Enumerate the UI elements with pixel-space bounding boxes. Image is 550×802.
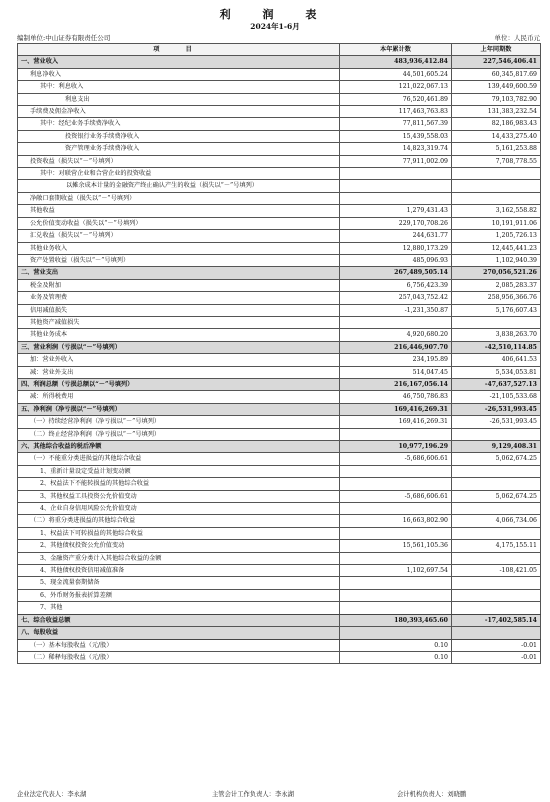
table-row bbox=[18, 602, 541, 614]
row-label: 2、其他债权投资公允价值变动 bbox=[18, 540, 340, 552]
row-current-value bbox=[340, 478, 452, 490]
column-header-item: 项 目 bbox=[18, 44, 340, 56]
row-prior-value: 60,345,817.69 bbox=[452, 68, 541, 80]
row-label: 投资收益（损失以“－”号填列） bbox=[18, 155, 340, 167]
table-row bbox=[18, 329, 541, 341]
table-row bbox=[18, 217, 541, 229]
row-label: 业务及管理费 bbox=[18, 292, 340, 304]
row-current-value: -1,231,350.87 bbox=[340, 304, 452, 316]
row-current-value: 169,416,269.31 bbox=[340, 403, 452, 415]
row-label: 其中：利息收入 bbox=[18, 81, 340, 93]
row-prior-value: -26,531,993.45 bbox=[452, 416, 541, 428]
row-label: 三、营业利润（亏损以“－”号填列） bbox=[18, 341, 340, 353]
row-prior-value: 4,066,734.06 bbox=[452, 515, 541, 527]
row-prior-value: -47,637,527.13 bbox=[452, 378, 541, 390]
table-row bbox=[18, 378, 541, 390]
row-prior-value: -26,531,993.45 bbox=[452, 403, 541, 415]
table-row bbox=[18, 478, 541, 490]
row-prior-value: 7,708,778.55 bbox=[452, 155, 541, 167]
row-prior-value: 258,956,366.76 bbox=[452, 292, 541, 304]
row-prior-value: 5,062,674.25 bbox=[452, 453, 541, 465]
row-prior-value: 3,838,263.70 bbox=[452, 329, 541, 341]
row-label: 3、金融资产重分类计入其他综合收益的金额 bbox=[18, 552, 340, 564]
statement-period: 2024年1-6月 bbox=[250, 22, 300, 31]
row-current-value bbox=[340, 577, 452, 589]
row-current-value: 0.10 bbox=[340, 651, 452, 663]
table-row bbox=[18, 651, 541, 663]
row-label: 信用减值损失 bbox=[18, 304, 340, 316]
row-current-value: 121,022,067.13 bbox=[340, 81, 452, 93]
row-label: 其中：经纪业务手续费净收入 bbox=[18, 118, 340, 130]
row-prior-value: -42,510,114.85 bbox=[452, 341, 541, 353]
row-label: 7、其他 bbox=[18, 602, 340, 614]
table-row bbox=[18, 180, 541, 192]
row-prior-value bbox=[452, 192, 541, 204]
row-current-value: 180,393,465.60 bbox=[340, 614, 452, 626]
table-row bbox=[18, 118, 541, 130]
table-row bbox=[18, 441, 541, 453]
row-prior-value: 227,546,406.41 bbox=[452, 56, 541, 68]
row-label: 投资银行业务手续费净收入 bbox=[18, 130, 340, 142]
row-label: （二）终止经营净利润（净亏损以“－”号填列） bbox=[18, 428, 340, 440]
row-prior-value: 5,176,607.43 bbox=[452, 304, 541, 316]
row-current-value: 117,463,763.83 bbox=[340, 106, 452, 118]
row-prior-value: -108,421.05 bbox=[452, 565, 541, 577]
row-current-value bbox=[340, 168, 452, 180]
table-row bbox=[18, 391, 541, 403]
table-row bbox=[18, 155, 541, 167]
table-row bbox=[18, 93, 541, 105]
row-label: 其他资产减值损失 bbox=[18, 316, 340, 328]
table-header-row bbox=[18, 44, 541, 56]
row-prior-value bbox=[452, 180, 541, 192]
row-prior-value: 4,175,155.11 bbox=[452, 540, 541, 552]
row-prior-value bbox=[452, 465, 541, 477]
row-label: 其中：对联营企业和合营企业的投资收益 bbox=[18, 168, 340, 180]
column-header-prior: 上年同期数 bbox=[452, 44, 541, 56]
table-row bbox=[18, 453, 541, 465]
row-current-value: 229,170,708.26 bbox=[340, 217, 452, 229]
company-name: 编制单位:中山证券有限责任公司 bbox=[17, 34, 111, 42]
row-prior-value bbox=[452, 428, 541, 440]
row-prior-value: 14,433,275.40 bbox=[452, 130, 541, 142]
table-row bbox=[18, 68, 541, 80]
table-row bbox=[18, 143, 541, 155]
table-row bbox=[18, 614, 541, 626]
table-row bbox=[18, 205, 541, 217]
table-row bbox=[18, 627, 541, 639]
row-label: 资产管理业务手续费净收入 bbox=[18, 143, 340, 155]
accounting-dept-head: 会计机构负责人：刘晓鹏 bbox=[397, 791, 467, 798]
row-label: 其他业务收入 bbox=[18, 242, 340, 254]
table-row bbox=[18, 577, 541, 589]
row-prior-value: 406,641.53 bbox=[452, 354, 541, 366]
table-row bbox=[18, 589, 541, 601]
row-label: 资产处置收益（损失以“－”号填列） bbox=[18, 254, 340, 266]
row-label: 减：营业外支出 bbox=[18, 366, 340, 378]
row-label: 4、其他债权投资信用减值准备 bbox=[18, 565, 340, 577]
row-label: 一、营业收入 bbox=[18, 56, 340, 68]
row-current-value: 46,750,786.83 bbox=[340, 391, 452, 403]
row-prior-value: -0.01 bbox=[452, 639, 541, 651]
table-row bbox=[18, 515, 541, 527]
row-current-value: 483,936,412.84 bbox=[340, 56, 452, 68]
row-current-value: 14,823,319.74 bbox=[340, 143, 452, 155]
row-label: （一）不能重分类进损益的其他综合收益 bbox=[18, 453, 340, 465]
row-label: 1、重新计量设定受益计划变动额 bbox=[18, 465, 340, 477]
row-current-value: 12,880,173.29 bbox=[340, 242, 452, 254]
row-label: （二）稀释每股收益（元/股） bbox=[18, 651, 340, 663]
row-current-value: -5,686,606.61 bbox=[340, 453, 452, 465]
row-prior-value bbox=[452, 627, 541, 639]
table-row bbox=[18, 81, 541, 93]
row-label: 利息支出 bbox=[18, 93, 340, 105]
table-row bbox=[18, 242, 541, 254]
row-current-value: 244,631.77 bbox=[340, 230, 452, 242]
row-current-value: 10,977,196.29 bbox=[340, 441, 452, 453]
table-row bbox=[18, 168, 541, 180]
table-row bbox=[18, 267, 541, 279]
table-row bbox=[18, 56, 541, 68]
row-current-value: 77,911,002.09 bbox=[340, 155, 452, 167]
table-row bbox=[18, 503, 541, 515]
row-current-value: 485,096.93 bbox=[340, 254, 452, 266]
row-label: 4、企业自身信用风险公允价值变动 bbox=[18, 503, 340, 515]
row-current-value bbox=[340, 602, 452, 614]
row-prior-value: 3,162,558.82 bbox=[452, 205, 541, 217]
row-prior-value: 9,129,408.31 bbox=[452, 441, 541, 453]
accounting-head: 主管会计工作负责人：李永湖 bbox=[212, 791, 294, 798]
table-row bbox=[18, 565, 541, 577]
row-prior-value: -17,402,585.14 bbox=[452, 614, 541, 626]
table-row bbox=[18, 465, 541, 477]
row-current-value bbox=[340, 465, 452, 477]
row-prior-value: 139,449,600.59 bbox=[452, 81, 541, 93]
row-current-value: 1,102,697.54 bbox=[340, 565, 452, 577]
row-label: （一）持续经营净利润（净亏损以“－”号填列） bbox=[18, 416, 340, 428]
row-prior-value bbox=[452, 602, 541, 614]
row-prior-value: 1,102,940.39 bbox=[452, 254, 541, 266]
row-current-value bbox=[340, 180, 452, 192]
table-row bbox=[18, 106, 541, 118]
table-row bbox=[18, 304, 541, 316]
row-prior-value: 10,191,911.06 bbox=[452, 217, 541, 229]
row-prior-value: 12,445,441.23 bbox=[452, 242, 541, 254]
row-current-value bbox=[340, 527, 452, 539]
row-label: 其他收益 bbox=[18, 205, 340, 217]
row-prior-value: -21,105,533.68 bbox=[452, 391, 541, 403]
statement-title: 利 润 表 bbox=[219, 8, 331, 21]
table-row bbox=[18, 279, 541, 291]
row-current-value bbox=[340, 589, 452, 601]
currency-unit: 单位：人民币元 bbox=[494, 34, 540, 42]
row-current-value bbox=[340, 503, 452, 515]
row-prior-value: 270,056,521.26 bbox=[452, 267, 541, 279]
row-label: 手续费及佣金净收入 bbox=[18, 106, 340, 118]
row-prior-value bbox=[452, 478, 541, 490]
row-current-value: 15,561,105.36 bbox=[340, 540, 452, 552]
row-current-value: 257,043,752.42 bbox=[340, 292, 452, 304]
row-label: 加：营业外收入 bbox=[18, 354, 340, 366]
row-current-value: 16,663,802.90 bbox=[340, 515, 452, 527]
row-prior-value: 79,103,782.90 bbox=[452, 93, 541, 105]
signature-footer bbox=[17, 789, 540, 799]
row-current-value: 1,279,431.43 bbox=[340, 205, 452, 217]
table-row bbox=[18, 490, 541, 502]
row-current-value: 0.10 bbox=[340, 639, 452, 651]
row-current-value: 216,167,056.14 bbox=[340, 378, 452, 390]
row-current-value: 169,416,269.31 bbox=[340, 416, 452, 428]
row-prior-value: 1,205,726.13 bbox=[452, 230, 541, 242]
row-label: （一）基本每股收益（元/股） bbox=[18, 639, 340, 651]
table-row bbox=[18, 354, 541, 366]
row-current-value bbox=[340, 627, 452, 639]
row-label: 以摊余成本计量的金融资产终止确认产生的收益（损失以“－”号填列） bbox=[18, 180, 340, 192]
row-current-value: 76,520,461.89 bbox=[340, 93, 452, 105]
row-prior-value: 82,186,983.43 bbox=[452, 118, 541, 130]
row-current-value: 4,920,680.20 bbox=[340, 329, 452, 341]
row-current-value: 77,811,567.39 bbox=[340, 118, 452, 130]
row-label: 其他业务成本 bbox=[18, 329, 340, 341]
row-label: 2、权益法下不能转损益的其他综合收益 bbox=[18, 478, 340, 490]
row-current-value bbox=[340, 192, 452, 204]
row-label: 1、权益法下可转损益的其他综合收益 bbox=[18, 527, 340, 539]
row-label: 利息净收入 bbox=[18, 68, 340, 80]
table-row bbox=[18, 416, 541, 428]
table-row bbox=[18, 639, 541, 651]
row-current-value: 267,489,505.14 bbox=[340, 267, 452, 279]
row-current-value: 15,439,558.03 bbox=[340, 130, 452, 142]
table-row bbox=[18, 527, 541, 539]
row-label: 六、其他综合收益的税后净额 bbox=[18, 441, 340, 453]
row-prior-value: 5,161,253.88 bbox=[452, 143, 541, 155]
row-label: 五、净利润（净亏损以“－”号填列） bbox=[18, 403, 340, 415]
row-prior-value bbox=[452, 552, 541, 564]
row-label: 3、其他权益工具投资公允价值变动 bbox=[18, 490, 340, 502]
legal-representative: 企业法定代表人：李永湖 bbox=[17, 791, 87, 798]
row-current-value: 6,756,423.39 bbox=[340, 279, 452, 291]
row-label: 八、每股收益 bbox=[18, 627, 340, 639]
income-statement-table bbox=[17, 43, 541, 664]
row-current-value: -5,686,606.61 bbox=[340, 490, 452, 502]
table-body bbox=[18, 56, 541, 664]
row-label: 四、利润总额（亏损总额以“－”号填列） bbox=[18, 378, 340, 390]
table-row bbox=[18, 192, 541, 204]
table-row bbox=[18, 130, 541, 142]
statement-meta bbox=[17, 33, 540, 43]
row-prior-value bbox=[452, 589, 541, 601]
row-prior-value bbox=[452, 527, 541, 539]
row-label: 减：所得税费用 bbox=[18, 391, 340, 403]
row-current-value: 234,195.89 bbox=[340, 354, 452, 366]
table-row bbox=[18, 341, 541, 353]
column-header-current: 本年累计数 bbox=[340, 44, 452, 56]
row-label: 税金及附加 bbox=[18, 279, 340, 291]
row-current-value bbox=[340, 428, 452, 440]
table-row bbox=[18, 230, 541, 242]
row-label: 二、营业支出 bbox=[18, 267, 340, 279]
table-row bbox=[18, 403, 541, 415]
table-row bbox=[18, 292, 541, 304]
row-current-value: 216,446,907.70 bbox=[340, 341, 452, 353]
row-prior-value bbox=[452, 168, 541, 180]
row-prior-value: 5,534,053.81 bbox=[452, 366, 541, 378]
table-row bbox=[18, 254, 541, 266]
row-label: 净敞口套期收益（损失以“－”号填列） bbox=[18, 192, 340, 204]
row-prior-value: -0.01 bbox=[452, 651, 541, 663]
table-row bbox=[18, 552, 541, 564]
table-row bbox=[18, 366, 541, 378]
row-label: 5、现金流量套期储备 bbox=[18, 577, 340, 589]
row-current-value: 44,501,605.24 bbox=[340, 68, 452, 80]
row-current-value bbox=[340, 552, 452, 564]
row-prior-value: 2,085,283.37 bbox=[452, 279, 541, 291]
table-row bbox=[18, 428, 541, 440]
table-row bbox=[18, 316, 541, 328]
row-label: 6、外币财务报表折算差额 bbox=[18, 589, 340, 601]
row-prior-value bbox=[452, 503, 541, 515]
row-current-value: 514,047.45 bbox=[340, 366, 452, 378]
table-row bbox=[18, 540, 541, 552]
row-label: 汇兑收益（损失以“－”号填列） bbox=[18, 230, 340, 242]
row-label: 公允价值变动收益（损失以“－”号填列） bbox=[18, 217, 340, 229]
row-prior-value bbox=[452, 316, 541, 328]
row-prior-value: 131,383,232.54 bbox=[452, 106, 541, 118]
row-current-value bbox=[340, 316, 452, 328]
row-label: 七、综合收益总额 bbox=[18, 614, 340, 626]
row-prior-value bbox=[452, 577, 541, 589]
row-label: （二）将重分类进损益的其他综合收益 bbox=[18, 515, 340, 527]
row-prior-value: 5,062,674.25 bbox=[452, 490, 541, 502]
